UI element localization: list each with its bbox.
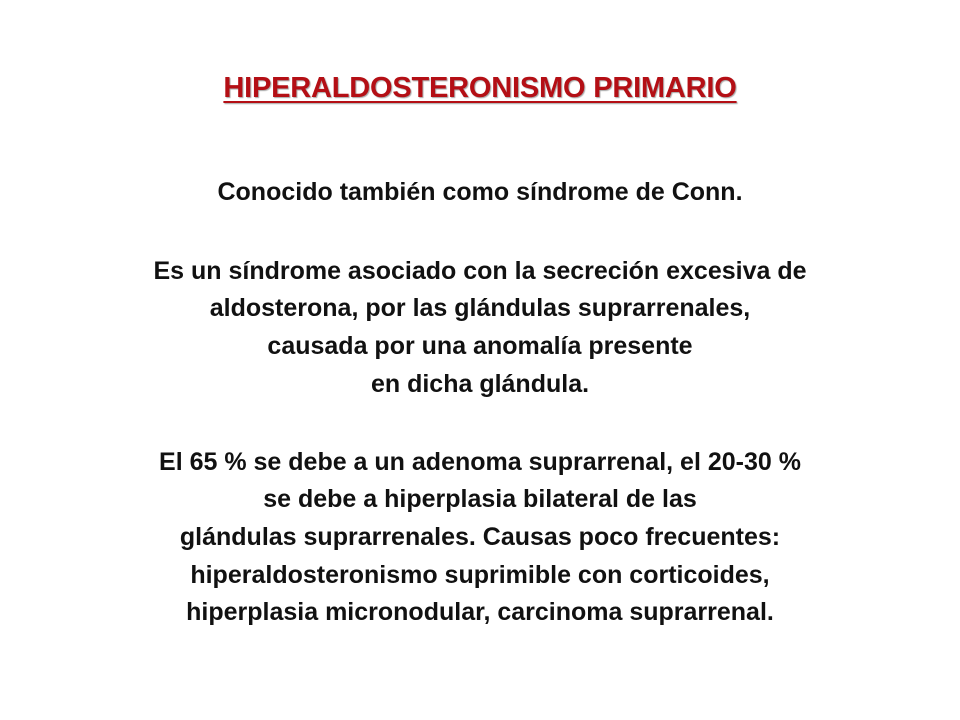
intro-line: Conocido también como síndrome de Conn.	[217, 178, 743, 206]
causes-line-4: hiperaldosteronismo suprimible con corticoides,	[190, 561, 770, 589]
definition-line-3: causada por una anomalía presente	[267, 332, 693, 360]
definition-line-2: aldosterona, por las glándulas suprarrenales,	[209, 294, 751, 322]
causes-line-1: El 65 % se debe a un adenoma suprarrenal, el 20-30 %	[159, 448, 801, 476]
causes-line-3: glándulas suprarrenales. Causas poco frecuentes:	[179, 523, 781, 551]
causes-line-5: hiperplasia micronodular, carcinoma suprarrenal.	[186, 598, 774, 626]
slide-title	[0, 68, 960, 105]
causes-line-2: se debe a hiperplasia bilateral de las	[263, 485, 697, 513]
slide-title-text: HIPERALDOSTERONISMO PRIMARIO	[223, 72, 737, 104]
definition-line-4: en dicha glándula.	[370, 370, 590, 398]
definition-line-1: Es un síndrome asociado con la secreción excesiva de	[153, 257, 807, 285]
